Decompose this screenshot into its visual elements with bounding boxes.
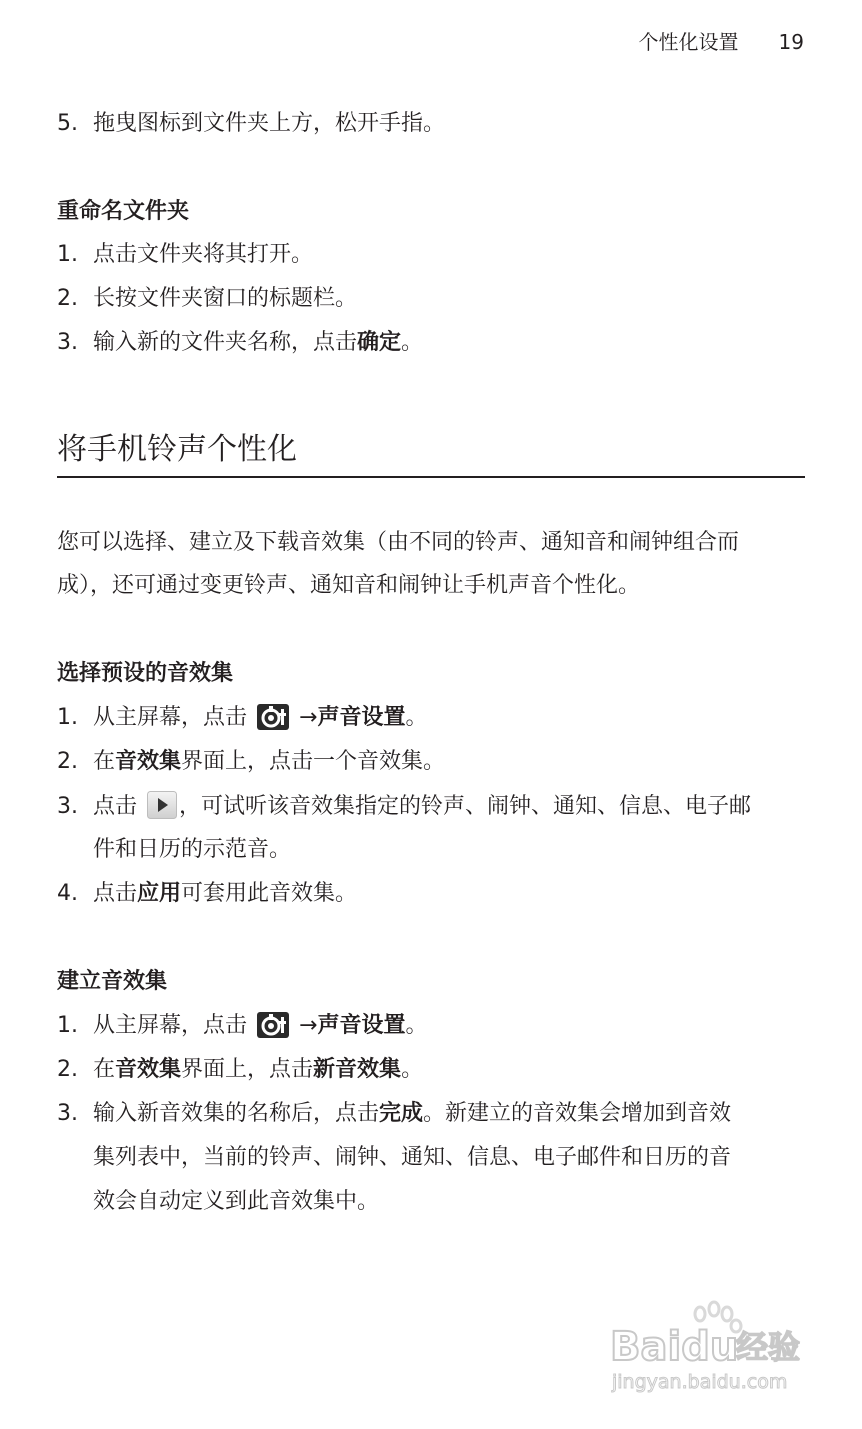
baidu-jingyan-watermark bbox=[608, 1300, 808, 1395]
section-title: 将手机铃声个性化 bbox=[57, 432, 297, 467]
subheading-create-sound-set: 建立音效集 bbox=[57, 969, 168, 994]
list-item: 1. 从主屏幕，点击 →声音设置。 bbox=[57, 705, 428, 730]
settings-app-icon bbox=[257, 704, 289, 730]
list-item-continuation: 集列表中，当前的铃声、闹钟、通知、信息、电子邮件和日历的音 bbox=[93, 1145, 732, 1170]
list-item-continuation: 效会自动定义到此音效集中。 bbox=[93, 1189, 380, 1214]
list-item: 2. 在音效集界面上，点击一个音效集。 bbox=[57, 749, 446, 774]
list-item: 3. 点击 ，可试听该音效集指定的铃声、闹钟、通知、信息、电子邮 bbox=[57, 791, 751, 822]
intro-line: 成），还可通过变更铃声、通知音和闹钟让手机声音个性化。 bbox=[57, 573, 641, 598]
list-item-continuation: 件和日历的示范音。 bbox=[93, 837, 292, 862]
list-item: 1. 从主屏幕，点击 →声音设置。 bbox=[57, 1013, 428, 1038]
list-item: 2. 长按文件夹窗口的标题栏。 bbox=[57, 286, 358, 311]
section-divider bbox=[57, 476, 805, 478]
subheading-rename-folder: 重命名文件夹 bbox=[57, 199, 190, 224]
play-icon bbox=[147, 791, 177, 819]
page-number: 19 bbox=[778, 30, 804, 54]
watermark-url: jingyan.baidu.com bbox=[612, 1371, 788, 1393]
list-item: 3. 输入新的文件夹名称，点击确定。 bbox=[57, 330, 424, 355]
list-item: 2. 在音效集界面上，点击新音效集。 bbox=[57, 1057, 424, 1082]
watermark-brand-suffix: 经验 bbox=[736, 1328, 801, 1366]
watermark-brand: Baidu bbox=[610, 1324, 739, 1370]
list-item: 5. 拖曳图标到文件夹上方，松开手指。 bbox=[57, 111, 446, 136]
settings-app-icon bbox=[257, 1012, 289, 1038]
page-header bbox=[639, 26, 804, 55]
header-title: 个性化设置 bbox=[638, 30, 739, 54]
intro-line: 您可以选择、建立及下载音效集（由不同的铃声、通知音和闹钟组合而 bbox=[57, 530, 740, 555]
subheading-select-preset: 选择预设的音效集 bbox=[57, 661, 234, 686]
list-item: 4. 点击应用可套用此音效集。 bbox=[57, 881, 358, 906]
list-item: 1. 点击文件夹将其打开。 bbox=[57, 242, 314, 267]
list-item: 3. 输入新音效集的名称后，点击完成。新建立的音效集会增加到音效 bbox=[57, 1101, 732, 1126]
